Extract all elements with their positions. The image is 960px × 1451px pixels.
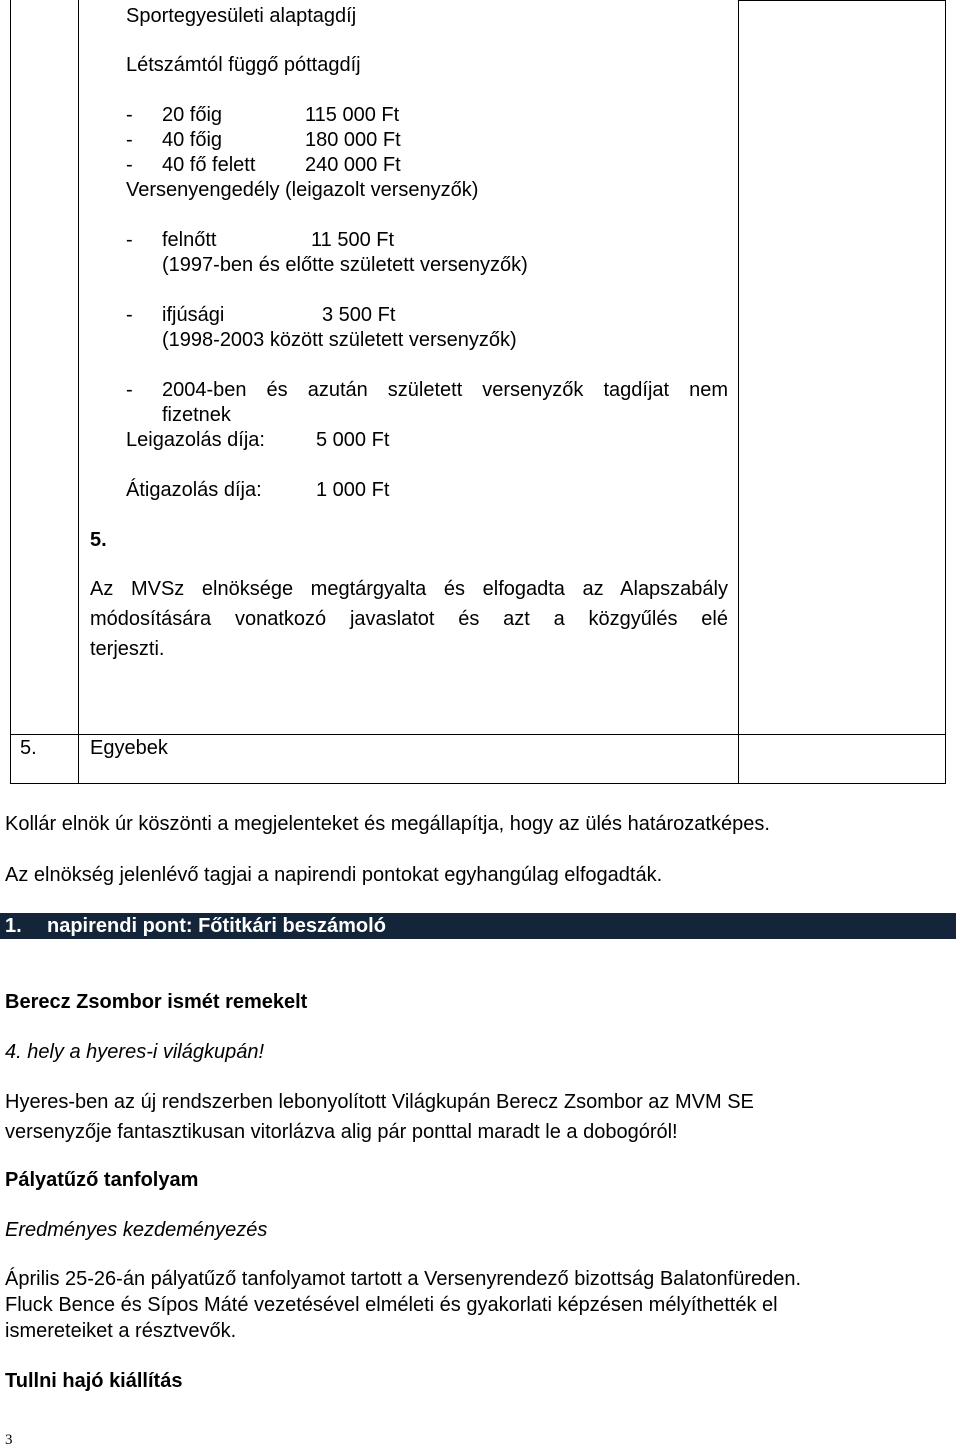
junior-text-cont: fizetnek <box>162 404 231 426</box>
page-number: 3 <box>5 1432 13 1448</box>
article-subheading: Eredményes kezdeményezés <box>5 1219 268 1241</box>
tier-label: 40 fő felett <box>162 154 256 176</box>
registration-amount: 5 000 Ft <box>316 429 390 451</box>
tier-amount: 115 000 Ft <box>305 104 400 126</box>
adult-label: felnőtt <box>162 229 217 251</box>
adult-note: (1997-ben és előtte született versenyzők) <box>162 254 528 276</box>
tier-label: 40 főig <box>162 129 223 151</box>
decision-text: Az MVSz elnöksége megtárgyalta és elfogadta az Alapszabály módosítására vonatkozó javaslatot és azt a közgyűlés elé <box>90 578 728 630</box>
article-heading: Pályatűző tanfolyam <box>5 1169 199 1191</box>
license-title: Versenyengedély (leigazolt versenyzők) <box>126 179 479 201</box>
fee-subtitle: Létszámtól függő póttagdíj <box>126 54 361 76</box>
agenda-heading-band <box>0 913 956 939</box>
intro-paragraph: Az elnökség jelenlévő tagjai a napirendi pontokat egyhangúlag elfogadták. <box>5 864 663 886</box>
article-heading: Tullni hajó kiállítás <box>5 1370 183 1392</box>
table-border-left <box>10 0 11 784</box>
table-border-top <box>738 0 946 1</box>
article-subheading: 4. hely a hyeres-i világkupán! <box>5 1041 265 1063</box>
article-heading: Berecz Zsombor ismét remekelt <box>5 991 308 1013</box>
youth-note: (1998-2003 között született versenyzők) <box>162 329 517 351</box>
article-body-line: ismereteiket a résztvevők. <box>5 1320 237 1342</box>
tier-dash: - <box>126 104 133 126</box>
intro-paragraph: Kollár elnök úr köszönti a megjelenteket és megállapítja, hogy az ülés határozatképes. <box>5 813 770 835</box>
agenda-number: 1. <box>5 915 22 937</box>
youth-amount: 3 500 Ft <box>322 304 396 326</box>
other-row-number: 5. <box>20 737 37 759</box>
tier-dash: - <box>126 129 133 151</box>
article-body-line: Április 25-26-án pályatűző tanfolyamot tartott a Versenyrendező bizottság Balatonfüreden. <box>5 1268 802 1290</box>
registration-label: Leigazolás díja: <box>126 429 265 451</box>
article-body-line: Hyeres-ben az új rendszerben lebonyolított Világkupán Berecz Zsombor az MVM SE <box>5 1091 754 1113</box>
other-row-label: Egyebek <box>90 737 168 759</box>
table-border-bottom <box>10 783 946 784</box>
article-body-line: versenyzője fantasztikusan vitorlázva alig pár ponttal maradt le a dobogóról! <box>5 1121 678 1143</box>
junior-text: 2004-ben és azután született versenyzők tagdíjat nem <box>162 379 728 401</box>
adult-amount: 11 500 Ft <box>311 229 395 251</box>
tier-label: 20 főig <box>162 104 223 126</box>
fee-title: Sportegyesületi alaptagdíj <box>126 5 357 27</box>
junior-dash: - <box>126 379 133 401</box>
table-row-divider <box>10 734 946 735</box>
transfer-label: Átigazolás díja: <box>126 479 262 501</box>
transfer-amount: 1 000 Ft <box>316 479 390 501</box>
decision-text-end: terjeszti. <box>90 638 165 660</box>
table-border-col2 <box>78 0 79 784</box>
table-border-col3 <box>738 0 739 784</box>
youth-label: ifjúsági <box>162 304 225 326</box>
tier-amount: 240 000 Ft <box>305 154 401 176</box>
youth-dash: - <box>126 304 133 326</box>
article-body-line: Fluck Bence és Sípos Máté vezetésével elméleti és gyakorlati képzésen mélyíthették el <box>5 1294 778 1316</box>
adult-dash: - <box>126 229 133 251</box>
table-border-right <box>945 0 946 784</box>
row-number: 5. <box>90 529 107 551</box>
agenda-title: napirendi pont: Főtitkári beszámoló <box>47 915 386 937</box>
tier-amount: 180 000 Ft <box>305 129 401 151</box>
tier-dash: - <box>126 154 133 176</box>
